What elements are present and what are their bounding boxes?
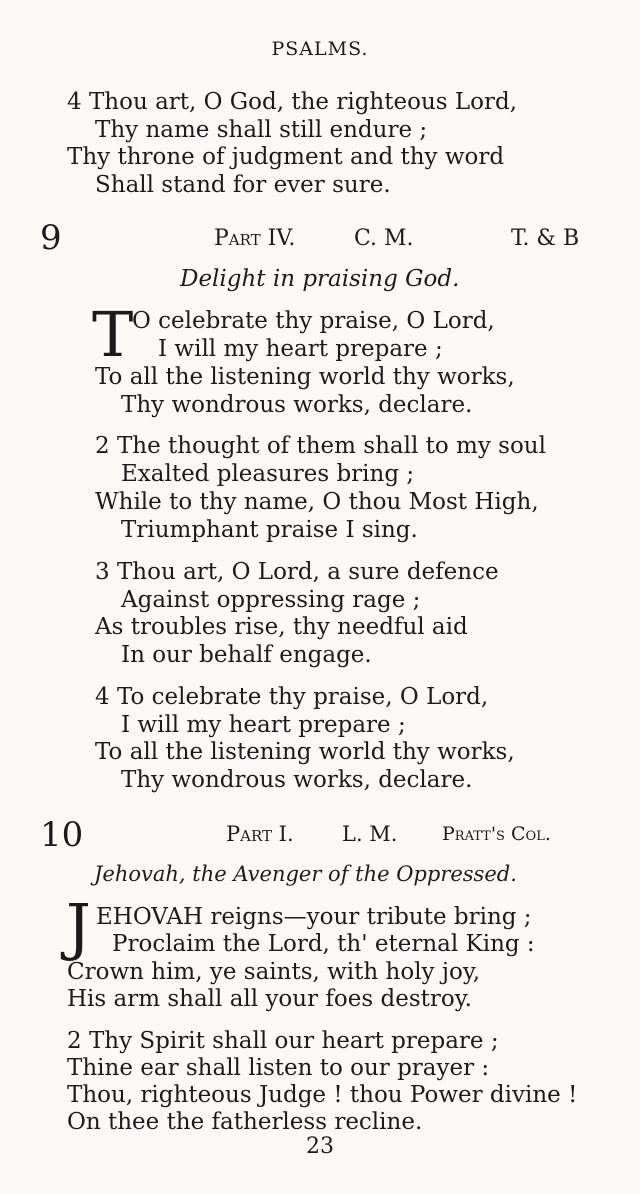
hymn-part: Part IV.: [214, 226, 296, 251]
drop-cap: T: [92, 298, 134, 371]
verse-line: I will my heart prepare ;: [158, 336, 443, 362]
hymn-meter: C. M.: [354, 226, 414, 251]
verse-line: Shall stand for ever sure.: [95, 172, 391, 198]
verse-line: O celebrate thy praise, O Lord,: [132, 308, 495, 334]
drop-cap: J: [66, 890, 91, 963]
verse-line: Thy throne of judgment and thy word: [67, 144, 505, 170]
verse-line: 3 Thou art, O Lord, a sure defence: [95, 559, 499, 585]
verse-line: EHOVAH reigns—your tribute bring ;: [96, 904, 532, 930]
hymn-title: Delight in praising God.: [180, 266, 460, 292]
verse-line: To all the listening world thy works,: [95, 739, 515, 765]
verse-line: To all the listening world thy works,: [95, 364, 515, 390]
verse-line: 4 To celebrate thy praise, O Lord,: [95, 684, 489, 710]
hymn-title: Jehovah, the Avenger of the Oppressed.: [94, 862, 517, 886]
hymn-source: Pratt's Col.: [442, 823, 551, 845]
verse-line: Against oppressing rage ;: [121, 587, 421, 613]
verse-line: Triumphant praise I sing.: [121, 517, 418, 543]
verse-line: Thy wondrous works, declare.: [121, 392, 473, 418]
verse-line: 2 The thought of them shall to my soul: [95, 433, 546, 459]
verse-line: On thee the fatherless recline.: [67, 1109, 423, 1135]
verse-line: Thine ear shall listen to our prayer :: [67, 1055, 490, 1081]
running-header: PSALMS.: [271, 38, 369, 60]
verse-line: Thou, righteous Judge ! thou Power divine !: [67, 1082, 578, 1108]
verse-line: As troubles rise, thy needful aid: [95, 614, 468, 640]
verse-line: His arm shall all your foes destroy.: [67, 986, 472, 1012]
verse-line: I will my heart prepare ;: [121, 712, 406, 738]
hymn-source: T. & B: [511, 226, 580, 251]
verse-line: While to thy name, O thou Most High,: [95, 489, 539, 515]
verse-line: 2 Thy Spirit shall our heart prepare ;: [67, 1028, 499, 1054]
hymn-number: 9: [40, 218, 62, 258]
hymn-meter: L. M.: [342, 822, 398, 846]
verse-line: Crown him, ye saints, with holy joy,: [67, 959, 481, 985]
verse-line: Thy wondrous works, declare.: [121, 767, 473, 793]
hymn-number: 10: [40, 815, 84, 855]
verse-line: 4 Thou art, O God, the righteous Lord,: [67, 89, 518, 115]
verse-line: In our behalf engage.: [121, 642, 372, 668]
verse-line: Exalted pleasures bring ;: [121, 461, 415, 487]
hymn-part: Part I.: [226, 822, 294, 846]
page-number: 23: [306, 1134, 334, 1159]
verse-line: Proclaim the Lord, th' eternal King :: [112, 931, 535, 957]
verse-line: Thy name shall still endure ;: [95, 117, 428, 143]
